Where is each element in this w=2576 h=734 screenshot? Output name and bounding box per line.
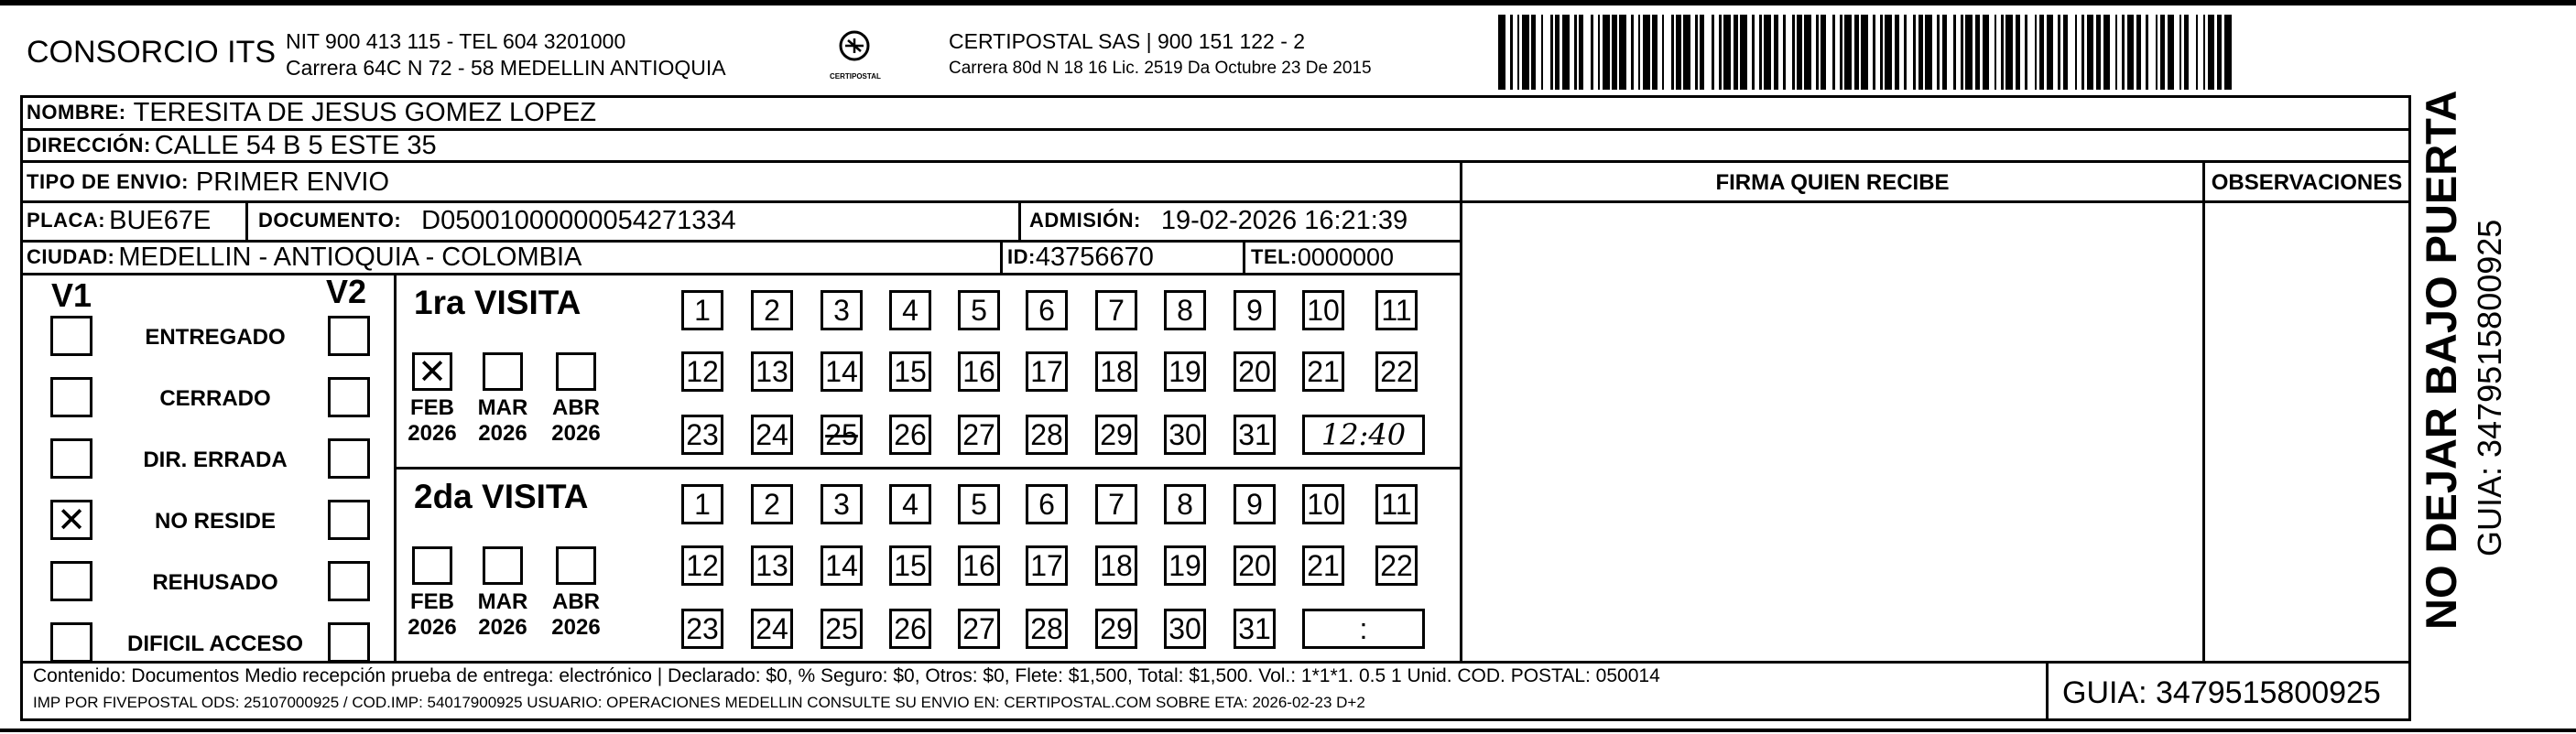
month-checkbox[interactable] — [556, 352, 596, 391]
status-label: DIFICIL ACCESO — [126, 631, 303, 656]
day-box[interactable]: 23 — [681, 609, 723, 649]
barcode-bar — [1983, 15, 1990, 90]
id-row — [1007, 241, 1154, 274]
day-box[interactable]: 23 — [681, 415, 723, 455]
barcode-bar — [2127, 15, 2135, 90]
month-label — [475, 395, 530, 446]
day-box[interactable]: 8 — [1164, 290, 1206, 330]
status-v1-checkbox[interactable] — [50, 561, 92, 601]
day-box[interactable]: 10 — [1302, 290, 1344, 330]
day-box[interactable]: 27 — [958, 415, 1000, 455]
status-v2-checkbox[interactable] — [328, 438, 370, 479]
tel-label: TEL: — [1251, 245, 1298, 268]
frame-bottom — [20, 718, 2411, 721]
month-label — [405, 395, 460, 446]
direccion-value: CALLE 54 B 5 ESTE 35 — [154, 130, 437, 160]
day-box[interactable]: 5 — [958, 290, 1000, 330]
tipo-envio-row — [27, 163, 389, 201]
time-box[interactable]: 12:40 — [1302, 415, 1425, 455]
month-year: 2026 — [478, 420, 527, 446]
status-v2-checkbox[interactable] — [328, 316, 370, 356]
sender-nit-tel: NIT 900 413 115 - TEL 604 3201000 — [286, 29, 626, 53]
status-label: NO RESIDE — [154, 509, 277, 534]
barcode-bar — [2189, 15, 2196, 90]
frame-right — [2408, 95, 2411, 721]
day-box[interactable]: 15 — [889, 545, 931, 586]
day-box[interactable]: 19 — [1164, 545, 1206, 586]
direccion-label: DIRECCIÓN: — [27, 134, 151, 157]
bottom-border — [0, 729, 2576, 732]
time-box[interactable]: : — [1302, 609, 1425, 649]
day-box[interactable]: 21 — [1302, 351, 1344, 392]
month-name: MAR — [477, 589, 528, 614]
month-name: ABR — [552, 395, 600, 420]
barcode-bar — [1804, 15, 1811, 90]
day-box[interactable]: 3 — [821, 290, 863, 330]
status-v2-checkbox[interactable] — [328, 377, 370, 417]
sender-address: Carrera 64C N 72 - 58 MEDELLIN ANTIOQUIA — [286, 56, 726, 80]
day-box[interactable]: 14 — [821, 545, 863, 586]
status-v1-checkbox[interactable]: ✕ — [50, 500, 92, 540]
day-box[interactable]: 3 — [821, 484, 863, 524]
month-year: 2026 — [408, 420, 457, 446]
day-box[interactable]: 5 — [958, 484, 1000, 524]
barcode-bar — [1522, 15, 1529, 90]
carrier-license: Carrera 80d N 18 16 Lic. 2519 Da Octubre 23 De 2015 — [949, 59, 1372, 78]
day-box[interactable]: 24 — [751, 609, 793, 649]
barcode-bar — [1947, 15, 1954, 90]
tipo-envio-value: PRIMER ENVIO — [195, 167, 390, 197]
day-box[interactable]: 13 — [751, 545, 793, 586]
barcode-bar — [1643, 15, 1650, 90]
day-box[interactable]: 26 — [889, 609, 931, 649]
day-box[interactable]: 29 — [1095, 609, 1137, 649]
barcode-bar — [2005, 15, 2013, 90]
day-box[interactable]: 25 — [821, 609, 863, 649]
month-year: 2026 — [551, 420, 601, 446]
month-year: 2026 — [408, 614, 457, 640]
footer-imp: IMP POR FIVEPOSTAL ODS: 25107000925 / COD.IMP: 54017900925 USUARIO: OPERACIONES MEDELLIN CONSULTE SU ENVIO EN: CERTIPOSTAL.COM SOBRE ETA: 2026-02-23 D+2 — [33, 694, 1365, 711]
tel-split — [1243, 240, 1245, 273]
id-value: 43756670 — [1035, 242, 1154, 272]
barcode-bar — [1786, 15, 1793, 90]
month-label — [405, 589, 460, 640]
day-box[interactable]: 12 — [681, 351, 723, 392]
day-box[interactable]: 25 — [821, 415, 863, 455]
month-year: 2026 — [551, 614, 601, 640]
footer-guia: GUIA: 3479515800925 — [2062, 675, 2381, 710]
side-guia — [2471, 220, 2509, 556]
barcode-bar — [1907, 15, 1914, 90]
placa-label: PLACA: — [27, 209, 106, 232]
day-box[interactable]: 13 — [751, 351, 793, 392]
barcode-bar — [2047, 15, 2054, 90]
id-split — [1000, 240, 1003, 273]
day-box[interactable]: 31 — [1234, 415, 1276, 455]
day-box[interactable]: 20 — [1234, 351, 1276, 392]
visit-title: 2da VISITA — [414, 478, 589, 515]
day-box[interactable]: 4 — [889, 484, 931, 524]
nombre-label: NOMBRE: — [27, 101, 126, 124]
status-label: DIR. ERRADA — [143, 448, 288, 472]
barcode-bar — [1764, 15, 1771, 90]
visit-title: 1ra VISITA — [414, 284, 582, 321]
barcode-bar — [2208, 15, 2215, 90]
day-box[interactable]: 4 — [889, 290, 931, 330]
day-box[interactable]: 28 — [1026, 609, 1068, 649]
day-box[interactable]: 12 — [681, 545, 723, 586]
nombre-row — [27, 95, 596, 130]
status-v2-checkbox[interactable] — [328, 500, 370, 540]
barcode-bar — [1925, 15, 1932, 90]
barcode-bar — [1683, 15, 1690, 90]
day-box[interactable]: 1 — [681, 290, 723, 330]
day-box[interactable]: 18 — [1095, 545, 1137, 586]
day-box[interactable]: 17 — [1026, 351, 1068, 392]
month-checkbox[interactable] — [483, 352, 523, 391]
admision-label: ADMISIÓN: — [1029, 209, 1141, 232]
month-name: MAR — [477, 395, 528, 420]
documento-label: DOCUMENTO: — [258, 209, 402, 232]
day-box[interactable]: 7 — [1095, 290, 1137, 330]
day-box[interactable]: 21 — [1302, 545, 1344, 586]
top-border — [0, 0, 2576, 5]
month-label — [549, 589, 603, 640]
day-box[interactable]: 24 — [751, 415, 793, 455]
carrier-name: CERTIPOSTAL SAS | 900 151 122 - 2 — [949, 29, 1306, 53]
day-box[interactable]: 18 — [1095, 351, 1137, 392]
day-box[interactable]: 30 — [1164, 609, 1206, 649]
day-box[interactable]: 14 — [821, 351, 863, 392]
rule-footer — [20, 661, 2411, 664]
month-label — [475, 589, 530, 640]
certipostal-logo-text: CERTIPOSTAL — [830, 72, 881, 81]
side-warning-text: NO DEJAR BAJO PUERTA — [2417, 90, 2465, 630]
day-box[interactable]: 11 — [1375, 290, 1418, 330]
barcode-bar — [1885, 15, 1892, 90]
tipo-envio-label: TIPO DE ENVIO: — [27, 170, 189, 193]
id-label: ID: — [1007, 245, 1036, 268]
barcode-bar — [1704, 15, 1712, 90]
barcode-bar — [1562, 15, 1570, 90]
day-box[interactable]: 1 — [681, 484, 723, 524]
side-guia-text: GUIA: 3479515800925 — [2471, 219, 2508, 556]
observaciones-area[interactable] — [2205, 203, 2408, 661]
status-v1-checkbox[interactable] — [50, 622, 92, 663]
status-label: ENTREGADO — [145, 325, 286, 350]
admision-split — [1018, 200, 1021, 240]
certipostal-logo-icon — [830, 27, 879, 68]
placa-row — [27, 201, 211, 240]
barcode-bar — [1498, 15, 1505, 90]
status-v1-checkbox[interactable] — [50, 438, 92, 479]
day-box[interactable]: 26 — [889, 415, 931, 455]
barcode-bar — [2168, 15, 2175, 90]
status-v1-checkbox[interactable] — [50, 316, 92, 356]
status-v2-checkbox[interactable] — [328, 622, 370, 663]
month-name: ABR — [552, 589, 600, 614]
status-v1-checkbox[interactable] — [50, 377, 92, 417]
barcode-bar — [1861, 15, 1868, 90]
status-label: CERRADO — [159, 386, 271, 411]
day-box[interactable]: 9 — [1234, 484, 1276, 524]
day-box[interactable]: 17 — [1026, 545, 1068, 586]
ciudad-row — [27, 241, 582, 274]
day-box[interactable]: 16 — [958, 351, 1000, 392]
barcode-bar — [2103, 15, 2111, 90]
day-box[interactable]: 27 — [958, 609, 1000, 649]
barcode-bar — [2087, 15, 2094, 90]
day-box[interactable]: 6 — [1026, 290, 1068, 330]
certipostal-logo — [830, 27, 879, 82]
day-box[interactable]: 22 — [1375, 545, 1418, 586]
direccion-row — [27, 129, 437, 162]
barcode-bar — [1664, 15, 1671, 90]
ciudad-label: CIUDAD: — [27, 245, 115, 268]
day-box[interactable]: 9 — [1234, 290, 1276, 330]
admision-value: 19-02-2026 16:21:39 — [1160, 205, 1408, 235]
barcode-bar — [1603, 15, 1610, 90]
v1-header: V1 — [51, 276, 92, 314]
day-box[interactable]: 16 — [958, 545, 1000, 586]
documento-row — [258, 201, 736, 240]
observaciones-header: OBSERVACIONES — [2211, 170, 2403, 195]
month-checkbox[interactable]: ✕ — [412, 352, 452, 391]
day-box[interactable]: 10 — [1302, 484, 1344, 524]
documento-value: D05001000000054271334 — [421, 205, 736, 235]
month-name: FEB — [410, 395, 454, 420]
day-box[interactable]: 2 — [751, 484, 793, 524]
placa-split — [245, 200, 248, 240]
barcode-bar — [2027, 15, 2035, 90]
day-box[interactable]: 2 — [751, 290, 793, 330]
month-name: FEB — [410, 589, 454, 614]
barcode-bar — [1965, 15, 1973, 90]
barcode-bar — [1619, 15, 1626, 90]
day-box[interactable]: 6 — [1026, 484, 1068, 524]
day-box[interactable]: 15 — [889, 351, 931, 392]
day-box[interactable]: 8 — [1164, 484, 1206, 524]
month-checkbox[interactable] — [412, 546, 452, 585]
month-checkbox[interactable] — [556, 546, 596, 585]
tel-row — [1251, 241, 1394, 274]
barcode-bar — [1543, 15, 1550, 90]
sender-company: CONSORCIO ITS — [27, 35, 277, 70]
nombre-value: TERESITA DE JESUS GOMEZ LOPEZ — [133, 97, 597, 127]
ciudad-value: MEDELLIN - ANTIOQUIA - COLOMBIA — [118, 242, 582, 272]
barcode-bar — [2148, 15, 2156, 90]
firma-signature-area[interactable] — [1462, 203, 2202, 661]
month-checkbox[interactable] — [483, 546, 523, 585]
tel-value: 0000000 — [1297, 243, 1395, 271]
day-box[interactable]: 11 — [1375, 484, 1418, 524]
barcode-bar — [2068, 15, 2075, 90]
placa-value: BUE67E — [109, 205, 212, 235]
barcode-bar — [1583, 15, 1591, 90]
barcode-bar — [1723, 15, 1731, 90]
barcode-bar — [1740, 15, 1747, 90]
day-box[interactable]: 20 — [1234, 545, 1276, 586]
status-split — [394, 273, 397, 663]
barcode-bar — [1826, 15, 1833, 90]
day-box[interactable]: 30 — [1164, 415, 1206, 455]
status-v2-checkbox[interactable] — [328, 561, 370, 601]
admision-row — [1029, 201, 1408, 240]
footer-guia-split — [2046, 661, 2049, 721]
barcode-bar — [2224, 15, 2232, 90]
frame-left — [20, 95, 23, 721]
v2-header: V2 — [326, 273, 367, 310]
month-label — [549, 395, 603, 446]
rule-visit-split — [394, 467, 1462, 470]
footer-contenido: Contenido: Documentos Medio recepción prueba de entrega: electrónico | Declarado: $0, % Seguro: $0, Otros: $0, Flete: $1,500, Total: $1,500. Vol.: 1*1*1. 0.5 1 Unid. COD. POSTAL: 050014 — [33, 665, 1660, 686]
barcode-bar — [1844, 15, 1852, 90]
day-box[interactable]: 22 — [1375, 351, 1418, 392]
status-label: REHUSADO — [152, 570, 278, 595]
month-year: 2026 — [478, 614, 527, 640]
day-box[interactable]: 29 — [1095, 415, 1137, 455]
side-warning — [2416, 91, 2466, 630]
day-box[interactable]: 28 — [1026, 415, 1068, 455]
day-box[interactable]: 31 — [1234, 609, 1276, 649]
barcode — [1498, 15, 2231, 90]
day-box[interactable]: 7 — [1095, 484, 1137, 524]
firma-header: FIRMA QUIEN RECIBE — [1715, 170, 1950, 195]
day-box[interactable]: 19 — [1164, 351, 1206, 392]
